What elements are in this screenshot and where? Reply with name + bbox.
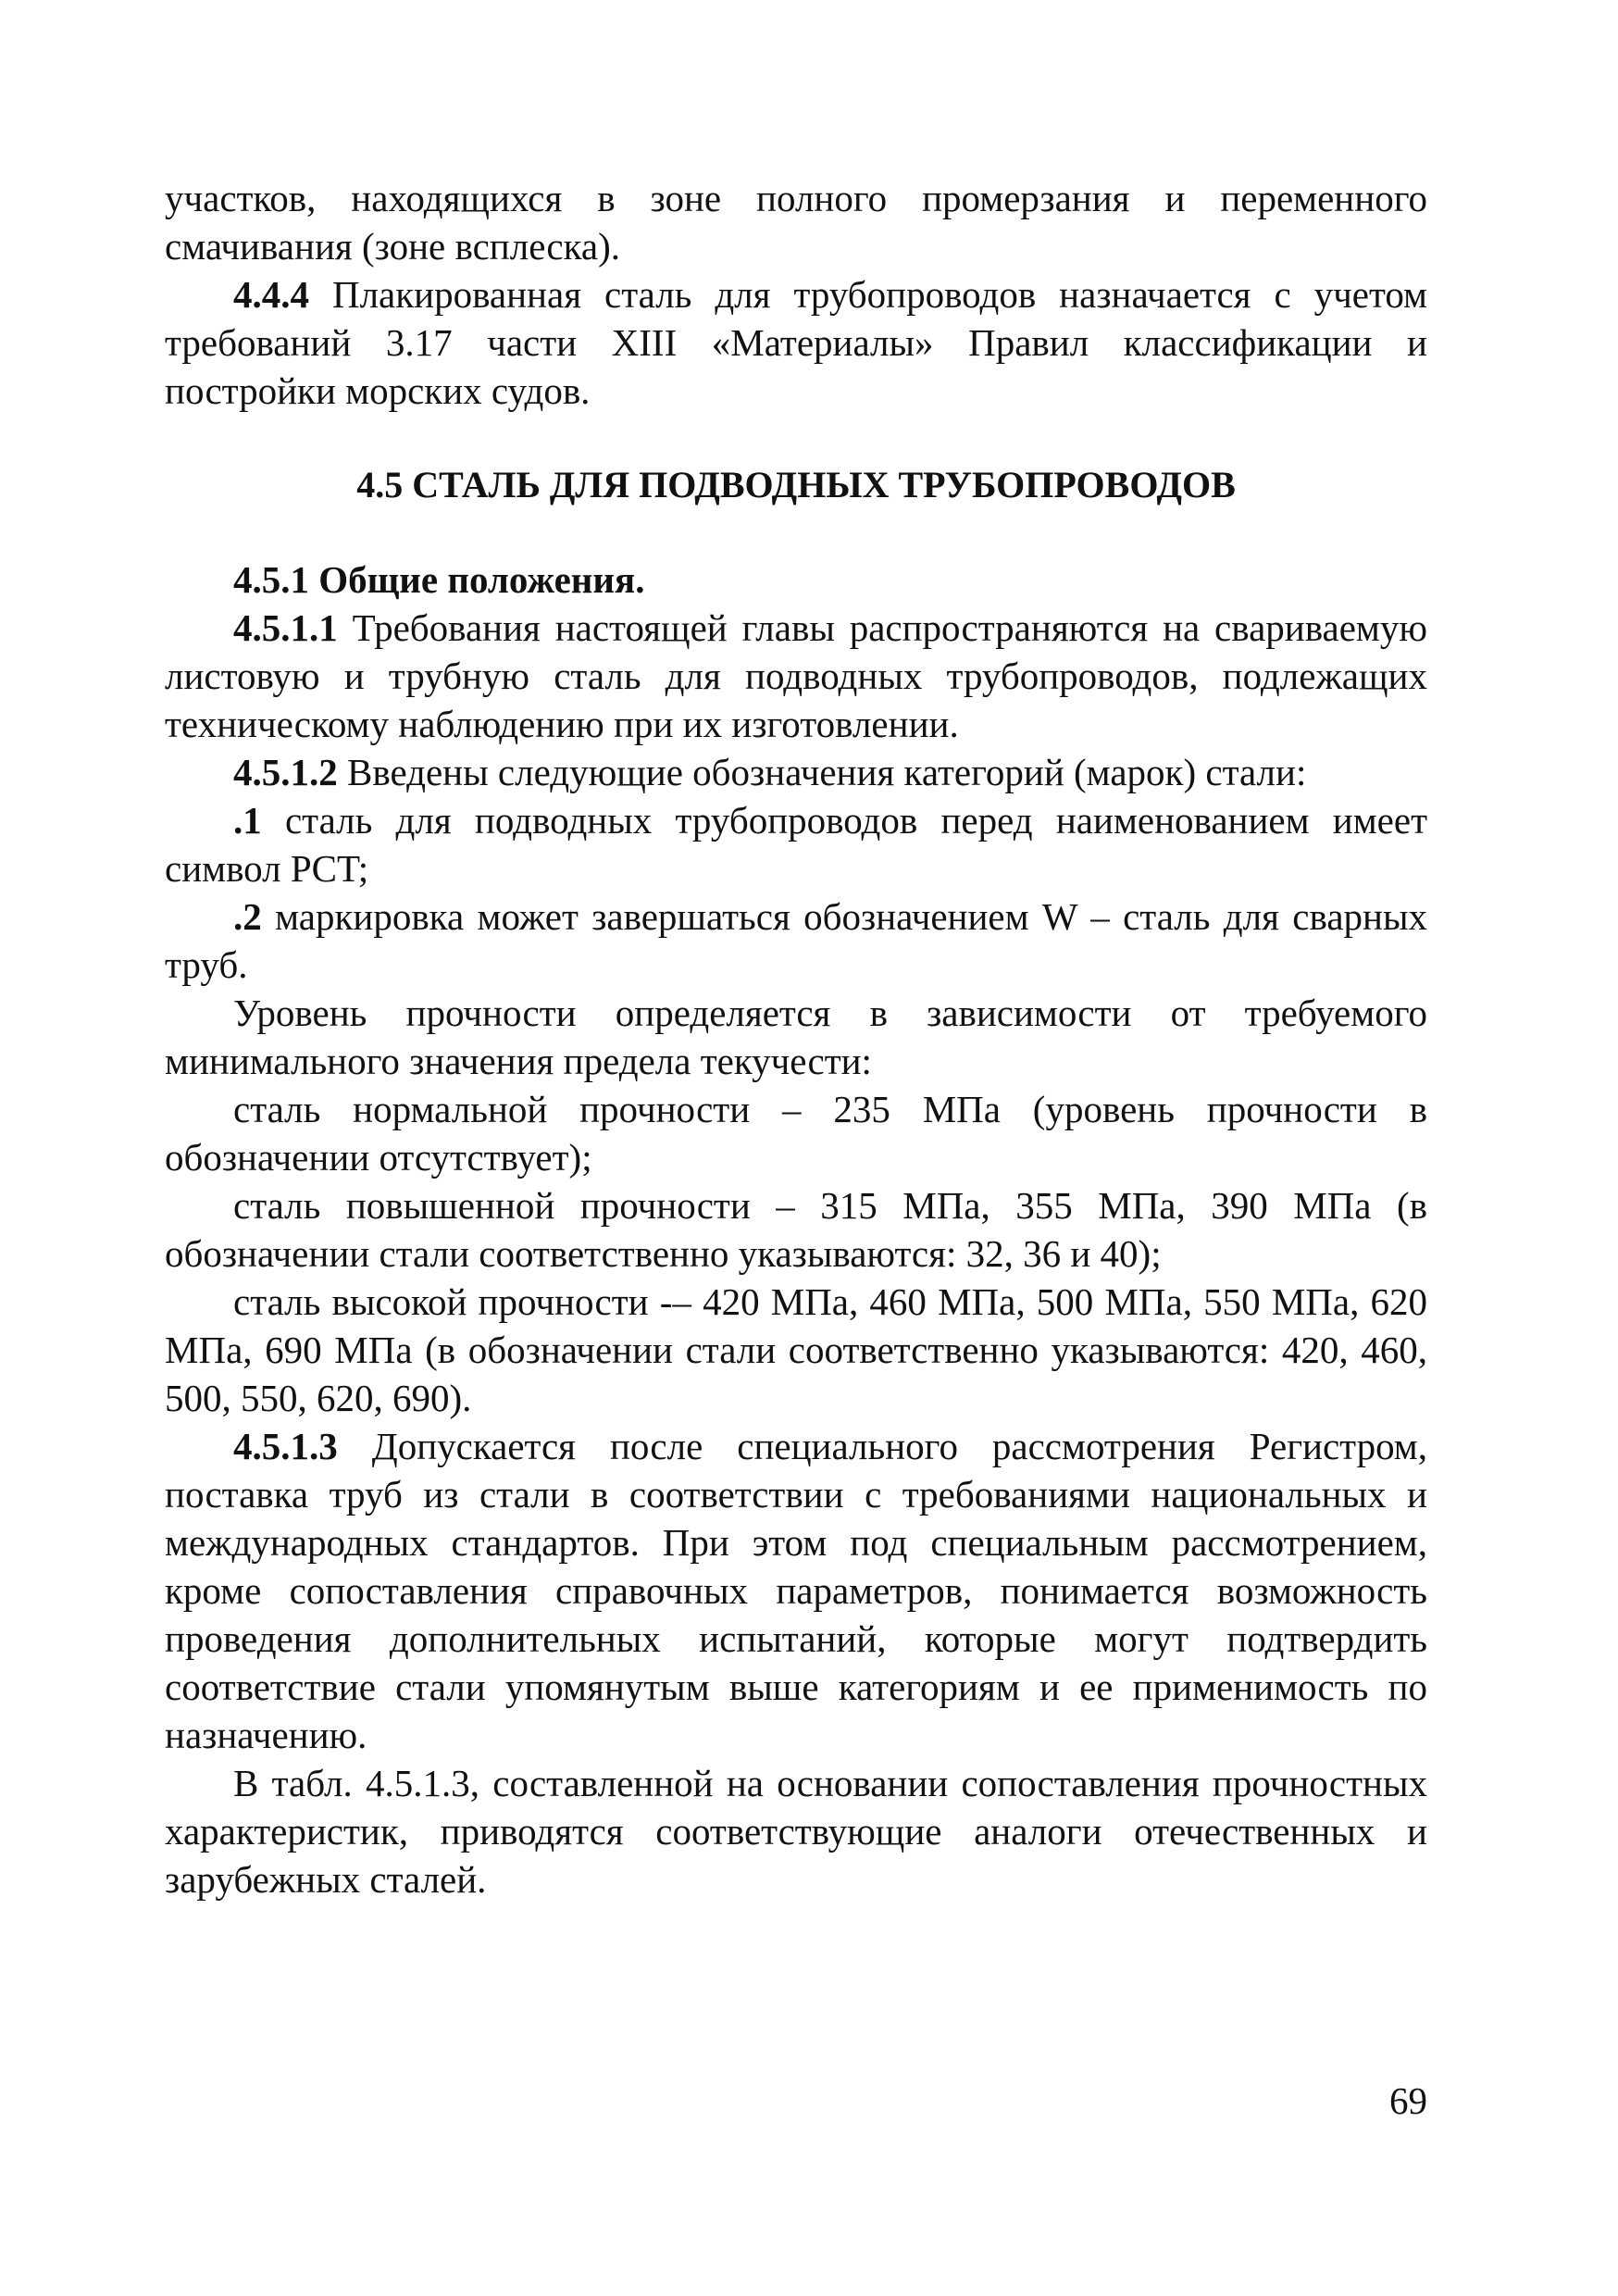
list-item-number: .1 bbox=[233, 799, 262, 842]
clause-number: 4.4.4 bbox=[233, 273, 309, 316]
paragraph-strength-level: Уровень прочности определяется в зависимости от требуемого минимального значения предела текучести: bbox=[165, 992, 1427, 1082]
paragraph-4-5-1-2 bbox=[165, 748, 1427, 796]
paragraph-table-reference: В табл. 4.5.1.3, составленной на основании сопоставления прочностных характеристик, приводятся соответствующие аналоги отечественных и зарубежных сталей. bbox=[165, 1762, 1427, 1901]
paragraph-continuation: участков, находящихся в зоне полного промерзания и переменного смачивания (зоне всплеска). bbox=[165, 177, 1427, 268]
list-item-1 bbox=[165, 796, 1427, 892]
paragraph-4-4-4 bbox=[165, 270, 1427, 415]
paragraph-4-5-1-1 bbox=[165, 604, 1427, 748]
paragraph-normal-strength: сталь нормальной прочности – 235 МПа (уровень прочности в обозначении отсутствует); bbox=[165, 1088, 1427, 1179]
clause-text: Допускается после специального рассмотрения Регистром, поставка труб из стали в соответствии с требованиями национальных и международных стандартов. При этом под специальным рассмотрением, кроме сопоставления справочных параметров, понимается возможность проведения дополнительных испытаний, которые могут подтвердить соответствие стали упомянутым выше категориям и ее применимость по назначению. bbox=[165, 1425, 1427, 1756]
subsection-heading: 4.5.1 Общие положения. bbox=[233, 558, 645, 601]
clause-number: 4.5.1.1 bbox=[233, 606, 338, 649]
page-number: 69 bbox=[1389, 2079, 1427, 2122]
list-item-text: сталь для подводных трубопроводов перед наименованием имеет символ PCT; bbox=[165, 799, 1427, 890]
paragraph-higher-strength: сталь повышенной прочности – 315 МПа, 355 МПа, 390 МПа (в обозначении стали соответственно указываются: 32, 36 и 40); bbox=[165, 1184, 1427, 1275]
body-text bbox=[165, 174, 1427, 1903]
paragraph-high-strength: сталь высокой прочности -– 420 МПа, 460 МПа, 500 МПа, 550 МПа, 620 МПа, 690 МПа (в обозначении стали соответственно указываются: 420, 460, 500, 550, 620, 690). bbox=[165, 1280, 1427, 1419]
list-item-number: .2 bbox=[233, 895, 262, 938]
section-heading: 4.5 СТАЛЬ ДЛЯ ПОДВОДНЫХ ТРУБОПРОВОДОВ bbox=[356, 464, 1236, 505]
clause-text: Введены следующие обозначения категорий (марок) стали: bbox=[337, 751, 1307, 793]
paragraph-4-5-1-3 bbox=[165, 1422, 1427, 1759]
list-item-text: маркировка может завершаться обозначением W – сталь для сварных труб. bbox=[165, 895, 1427, 986]
clause-text: Плакированная сталь для трубопроводов назначается с учетом требований 3.17 части XIII «Материалы» Правил классификации и постройки морских судов. bbox=[165, 273, 1427, 412]
clause-number: 4.5.1.2 bbox=[233, 751, 338, 793]
clause-number: 4.5.1.3 bbox=[233, 1425, 338, 1467]
list-item-2 bbox=[165, 892, 1427, 989]
clause-text: Требования настоящей главы распространяются на свариваемую листовую и трубную сталь для подводных трубопроводов, подлежащих техническому наблюдению при их изготовлении. bbox=[165, 606, 1427, 745]
